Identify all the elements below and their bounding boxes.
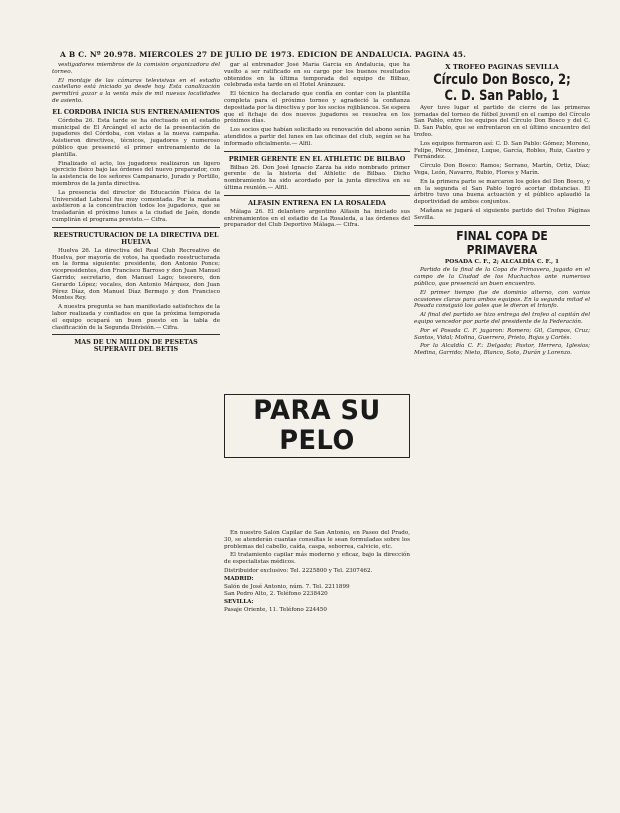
column-middle bbox=[224, 62, 410, 380]
article-paragraph: Bilbao 26. Don José Ignacio Zarza ha sido nombrado primer gerente de la historia del Athletic de Bilbao. Dicho nombramiento ha sido acordado por la junta directiva en su última reunión.— Alfil. bbox=[224, 164, 410, 191]
article-paragraph: Al final del partido se hizo entrega del trofeo al capitán del equipo vencedor por parte del presidente de la Federación. bbox=[414, 312, 590, 325]
article-paragraph: gar al entrenador José María García en Andalucía, que ha vuelto a ser ratificado en su cargo por los buenos resultados obtenidos en la última temporada del equipo de Bilbao, celebrada esta tarde en el Hotel Aránzazu. bbox=[224, 62, 410, 89]
article-lead: vestigadores miembros de la comisión organizadora del torneo. bbox=[52, 62, 220, 75]
divider bbox=[414, 225, 590, 226]
article-paragraph: Huelva 26. La directiva del Real Club Recreativo de Huelva, por mayoría de votos, ha quedado reestructurada en la forma siguiente: presidente, don Antonio Ponce; vicepresidentes, don Francisco Barroso y don Juan Manuel Garrido; secretario, don Manuel Lago; tesorero, don Gerardo López; vocales, don Antonio Márquez, don Juan Pérez Díaz, don Manuel Díaz Bermejo y don Francisco Montes Rey. bbox=[52, 247, 220, 302]
ad-city-label: MADRID: bbox=[224, 575, 254, 582]
article-paragraph: Ayer tuvo lugar el partido de cierre de las primeras jornadas del torneo de fútbol juvenil en el campo del Círculo San Pablo, entre los equipos del Círculo Don Bosco y del C. D. San Pablo, que se enfrentaron en el último encuentro del trofeo. bbox=[414, 104, 590, 138]
headline-athletic: PRIMER GERENTE EN EL ATHLETIC DE BILBAO bbox=[228, 154, 406, 163]
article-paragraph: Málaga 26. El delantero argentino Alfasin ha iniciado sus entrenamientos en el estadio de La Rosaleda, a las órdenes del preparador del Club Deportivo Málaga.— Cifra. bbox=[224, 208, 410, 229]
section-label: X TROFEO PAGINAS SEVILLA bbox=[445, 63, 559, 71]
column-left bbox=[52, 62, 220, 802]
ad-paragraph: El tratamiento capilar más moderno y eficaz, bajo la dirección de especialistas médicos. bbox=[224, 552, 410, 566]
article-paragraph: Los socios que habían solicitado su renovación del abono serán atendidos a partir del lunes en las oficinas del club, según se ha informado oficialmente.— Alfil. bbox=[224, 127, 410, 147]
headline-final: FINAL COPA DE PRIMAVERA bbox=[456, 227, 548, 257]
article-paragraph: El montaje de las cámaras televisivas en el estadio castellano está iniciado ya desde hoy. Esta canalización permitirá gozar a la venta más de mil nuevas localidades de asiento. bbox=[52, 77, 220, 104]
article-paragraph: Los equipos formaron así: C. D. San Pablo: Gómez; Moreno, Felipe, Pérez, Jiménez, Luque, García, Robles, Ruiz, Castro y Fernández. bbox=[414, 140, 590, 161]
headline-huelva: REESTRUCTURACION DE LA DIRECTIVA DEL HUELVA bbox=[53, 230, 219, 246]
subheadline-final: POSADA C. F., 2; ALCALDÍA C. F., 1 bbox=[444, 258, 560, 265]
article-paragraph: El primer tiempo fue de dominio alterno, con varias ocasiones claras para ambos equipos. En la segunda mitad el Posada consiguió los goles que le dieron el triunfo. bbox=[414, 289, 590, 310]
headline-cordoba: EL CORDOBA INICIA SUS ENTRENAMIENTOS bbox=[52, 107, 220, 116]
column-right bbox=[414, 62, 590, 802]
article-paragraph: A nuestra pregunta se han manifestado satisfechos de la labor realizada y confiados en que la próxima temporada el equipo ocupará un buen puesto en la tabla de clasificación de la Segunda División.— Cifra. bbox=[52, 304, 220, 331]
article-paragraph: En la primera parte se marcaron los goles del Don Bosco, y en la segunda el San Pablo logró acortar distancias. El árbitro tuvo una buena actuación y el público aplaudió la deportividad de ambos conjuntos. bbox=[414, 178, 590, 206]
ad-body bbox=[224, 530, 410, 800]
divider bbox=[52, 334, 220, 335]
ad-line: Pasaje Oriente, 11. Teléfono 224450 bbox=[224, 606, 327, 613]
page-header: A B C. Nº 20.978. MIERCOLES 27 DE JULIO DE 1973. EDICION DE ANDALUCIA. PAGINA 45. bbox=[60, 50, 467, 59]
article-paragraph: Córdoba 26. Esta tarde se ha efectuado en el estadio municipal de El Arcángel el acto de la presentación de jugadores del Córdoba, con vistas a la nueva campaña. Asistieron directivos, técnicos, jugadores y numeroso público que presenció el primer entrenamiento de la plantilla. bbox=[52, 117, 220, 158]
divider bbox=[224, 195, 410, 196]
ad-headline-box bbox=[224, 394, 410, 458]
divider bbox=[52, 227, 220, 228]
ad-city-label: SEVILLA: bbox=[224, 599, 254, 606]
article-paragraph: Mañana se jugará el siguiente partido del Trofeo Páginas Sevilla. bbox=[414, 207, 590, 221]
article-paragraph: Círculo Don Bosco: Ramos; Serrano, Martín, Ortiz, Díaz; Vega, León, Navarro, Rubio, Flores y Marín. bbox=[414, 163, 590, 176]
ad-line: Salón de José Antonio, núm. 7. Tel. 2211899 bbox=[224, 583, 350, 590]
article-paragraph: El técnico ha declarado que confía en contar con la plantilla completa para el próximo torneo y agradeció la confianza depositada por la directiva y por los socios rojiblancos. Se espera que el fichaje de dos nuevos jugadores se resuelva en los próximos días. bbox=[224, 91, 410, 125]
article-paragraph: Finalizado el acto, los jugadores realizaron un ligero ejercicio físico bajo las órdenes del nuevo preparador, con la asistencia de los señores Campanario, Jurado y Portillo, miembros de la junta directiva. bbox=[52, 160, 220, 187]
headline-betis: MAS DE UN MILLON DE PESETAS SUPERAVIT DEL BETIS bbox=[74, 338, 198, 354]
ad-line: San Pedro Alto, 2. Teléfono 2238420 bbox=[224, 591, 328, 598]
divider bbox=[224, 151, 410, 152]
advertisement bbox=[224, 390, 410, 461]
article-paragraph: Por la Alcaldía C. F.: Delgado; Pastor, Herrera, Iglesias; Medina, Garrido; Nieto, Blanco, Soto, Durán y Lorenzo. bbox=[414, 343, 590, 357]
ad-headline: PARA SU PELO bbox=[253, 395, 381, 456]
ad-line: Distribuidor exclusivo: Tel. 2225800 y Tel. 2307462. bbox=[224, 567, 373, 574]
article-paragraph: Por el Posada C. F. jugaron: Romero; Gil, Campos, Cruz; Santos, Vidal; Molina, Guerrero, Prieto, Rojas y Cortés. bbox=[414, 327, 590, 341]
article-paragraph: Partido de la final de la Copa de Primavera, jugado en el campo de la Ciudad de los Muchachos ante numeroso público, que presenció un buen encuentro. bbox=[414, 267, 590, 287]
article-paragraph: La presencia del director de Educación Física de la Universidad Laboral fue muy comentada. Por la mañana asistieron a la concentración todos los jugadores, que se trasladarán el próximo lunes a la ciudad de Jaén, donde cumplirán el programa previsto.— Cifra. bbox=[52, 189, 220, 223]
headline-alfasin: ALFASIN ENTRENA EN LA ROSALEDA bbox=[248, 198, 386, 207]
ad-paragraph: En nuestro Salón Capilar de San Antonio, en Paseo del Prado, 30, se atenderán cuantas consultas le sean formuladas sobre los problemas del cabello, caída, caspa, seborrea, calvicie, etc. bbox=[224, 530, 410, 550]
headline-match: Círculo Don Bosco, 2; C. D. San Pablo, 1 bbox=[433, 71, 571, 104]
